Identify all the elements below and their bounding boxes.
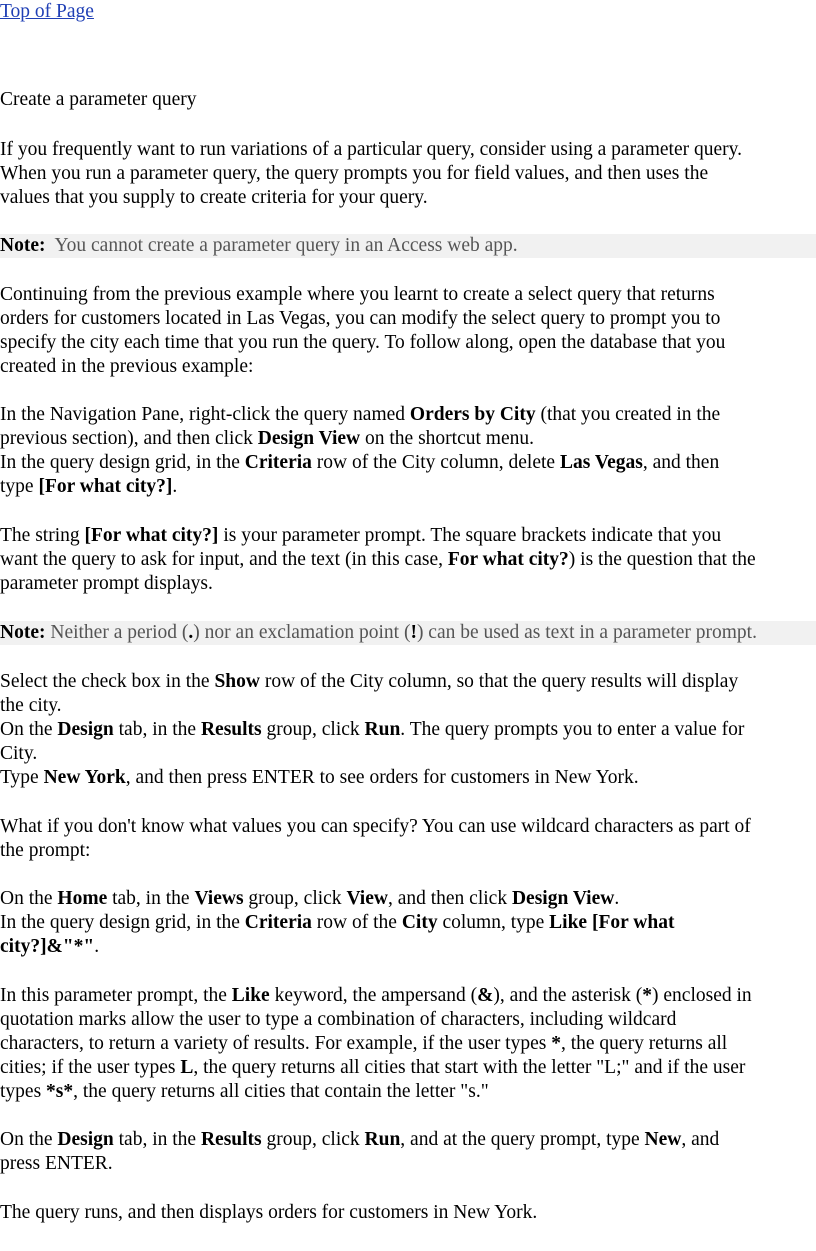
continuing-paragraph: Continuing from the previous example where you learnt to create a select query that returns orders for customers located in Las Vegas, you can modify the select query to prompt you to specify the city each time that you run the query. To follow along, open the database that you created in the previous example: <box>0 284 726 377</box>
top-of-page-row <box>0 0 816 24</box>
parameter-prompt-explanation: The string [For what city?] is your parameter prompt. The square brackets indicate that you want the query to ask for input, and the text (in this case, For what city?) is the question that the parameter prompt displays. <box>0 525 756 594</box>
step-open-view: On the Home tab, in the Views group, click View, and then click Design View. <box>0 888 620 909</box>
step-open-design-view: In the Navigation Pane, right-click the query named Orders by City (that you created in the previous section), and then click Design View on the shortcut menu. <box>0 404 721 449</box>
step-type-new-york: Type New York, and then press ENTER to see orders for customers in New York. <box>0 767 639 788</box>
note-web-app: Note: You cannot create a parameter query in an Access web app. <box>0 234 816 258</box>
note-label: Note: <box>0 622 46 643</box>
wildcard-intro: What if you don't know what values you can specify? You can use wildcard characters as part of the prompt: <box>0 816 751 861</box>
step-edit-criteria: In the query design grid, in the Criteria row of the City column, delete Las Vegas, and then type [For what city?]. <box>0 452 720 497</box>
step-like-criteria: In the query design grid, in the Criteria row of the City column, type Like [For what city?]&"*". <box>0 912 675 957</box>
note-period-exclamation: Note: Neither a period (.) nor an exclamation point (!) can be used as text in a parameter prompt. <box>0 621 816 645</box>
step-run-new: On the Design tab, in the Results group, click Run, and at the query prompt, type New, and press ENTER. <box>0 1129 720 1174</box>
step-run-query: On the Design tab, in the Results group, click Run. The query prompts you to enter a value for City. <box>0 719 745 764</box>
note-label: Note: <box>0 235 46 256</box>
wildcard-explanation: In this parameter prompt, the Like keyword, the ampersand (&), and the asterisk (*) enclosed in quotation marks allow the user to type a combination of characters, including wildcard characters, to return a variety of results. For example, if the user types *, the query returns all cities; if the user types L, the query returns all cities that start with the letter "L;" and if the user types *s*, the query returns all cities that contain the letter "s." <box>0 985 752 1102</box>
top-of-page-link[interactable]: Top of Page <box>0 1 94 22</box>
result-paragraph: The query runs, and then displays orders for customers in New York. <box>0 1202 538 1223</box>
section-heading: Create a parameter query <box>0 89 197 110</box>
intro-paragraph: If you frequently want to run variations of a particular query, consider using a parameter query. When you run a parameter query, the query prompts you for field values, and then uses the values that you supply to create criteria for your query. <box>0 139 742 208</box>
step-show-checkbox: Select the check box in the Show row of the City column, so that the query results will display the city. <box>0 671 739 716</box>
